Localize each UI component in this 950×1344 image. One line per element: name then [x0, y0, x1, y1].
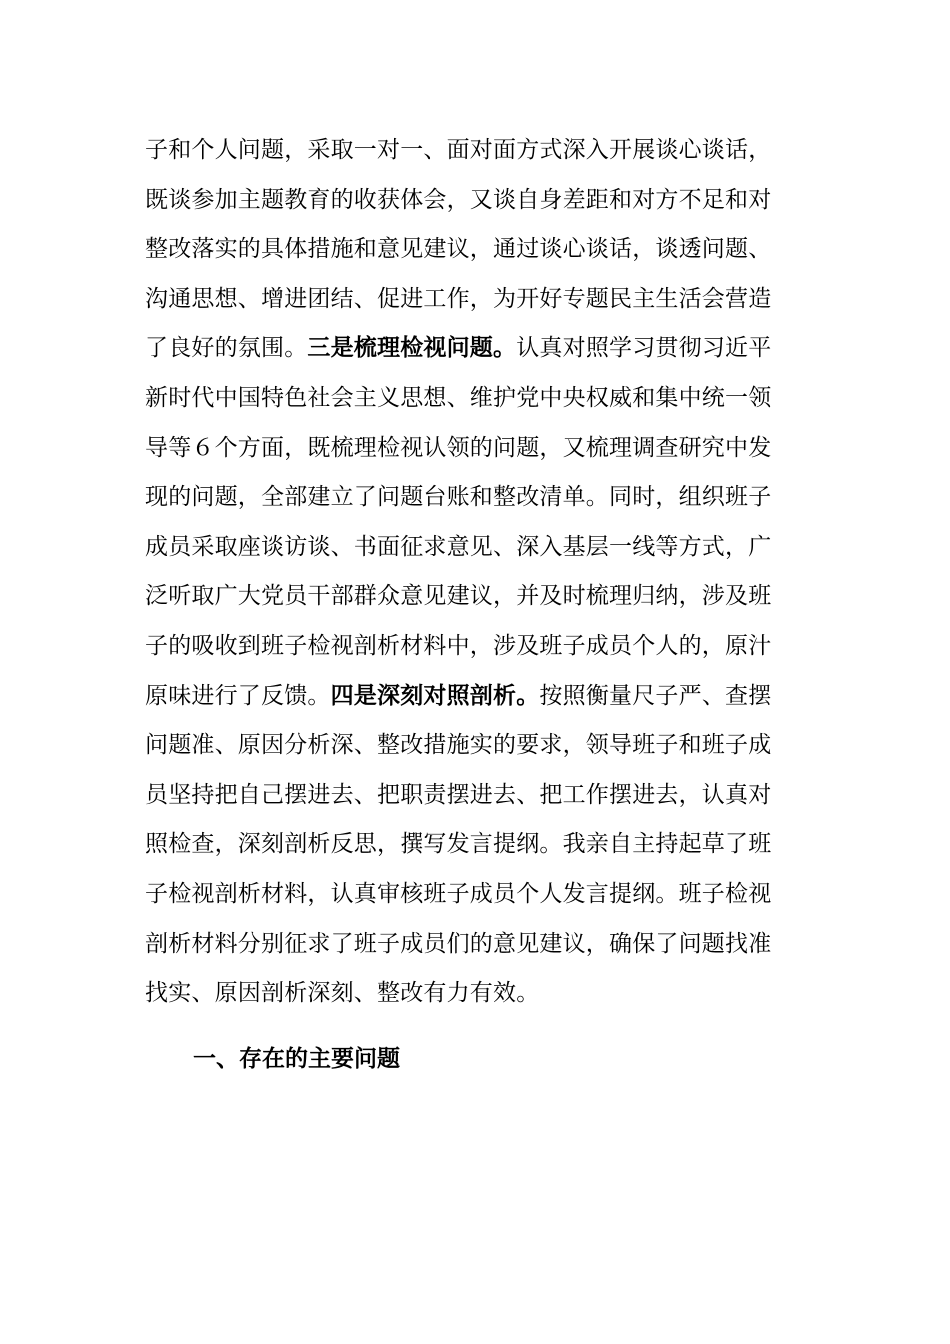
text-line: 找实、原因剖析深刻、整改有力有效。 — [145, 980, 540, 1007]
text-line: 员坚持把自己摆进去、把职责摆进去、把工作摆进去，认真对 — [145, 781, 772, 808]
text-run: 原味进行了反馈。 — [145, 682, 331, 709]
text-line: 成员采取座谈访谈、书面征求意见、深入基层一线等方式，广 — [145, 533, 772, 560]
text-line — [145, 672, 795, 722]
text-line: 沟通思想、增进团结、促进工作，为开好专题民主生活会营造 — [145, 285, 772, 312]
text-line: 泛听取广大党员干部群众意见建议，并及时梳理归纳，涉及班 — [145, 583, 772, 610]
section-heading: 一、存在的主要问题 — [193, 1046, 400, 1072]
text-line: 现的问题，全部建立了问题台账和整改清单。同时，组织班子 — [145, 484, 772, 511]
text-line — [145, 324, 795, 374]
text-line: 问题准、原因分析深、整改措施实的要求，领导班子和班子成 — [145, 732, 772, 759]
text-line: 剖析材料分别征求了班子成员们的意见建议，确保了问题找准 — [145, 930, 772, 957]
text-line: 新时代中国特色社会主义思想、维护党中央权威和集中统一领 — [145, 384, 772, 411]
text-line: 子的吸收到班子检视剖析材料中，涉及班子成员个人的，原汁 — [145, 632, 772, 659]
text-line: 照检查，深刻剖析反思，撰写发言提纲。我亲自主持起草了班 — [145, 831, 772, 858]
body-paragraph — [145, 126, 795, 1019]
text-line: 子和个人问题，采取一对一、面对面方式深入开展谈心谈话， — [145, 137, 772, 163]
text-line: 整改落实的具体措施和意见建议，通过谈心谈话，谈透问题、 — [145, 236, 772, 263]
bold-point-four: 四是深刻对照剖析。 — [330, 682, 540, 709]
bold-point-three: 三是梳理检视问题。 — [307, 335, 517, 362]
text-run: 按照衡量尺子严、查摆 — [539, 682, 772, 709]
text-line: 既谈参加主题教育的收获体会，又谈自身差距和对方不足和对 — [145, 186, 772, 213]
text-run: 了良好的氛围。 — [145, 335, 308, 362]
text-line: 导等６个方面，既梳理检视认领的问题，又梳理调查研究中发 — [145, 434, 772, 461]
text-line: 子检视剖析材料，认真审核班子成员个人发言提纲。班子检视 — [145, 880, 772, 907]
text-run: 认真对照学习贯彻习近平 — [516, 335, 772, 362]
